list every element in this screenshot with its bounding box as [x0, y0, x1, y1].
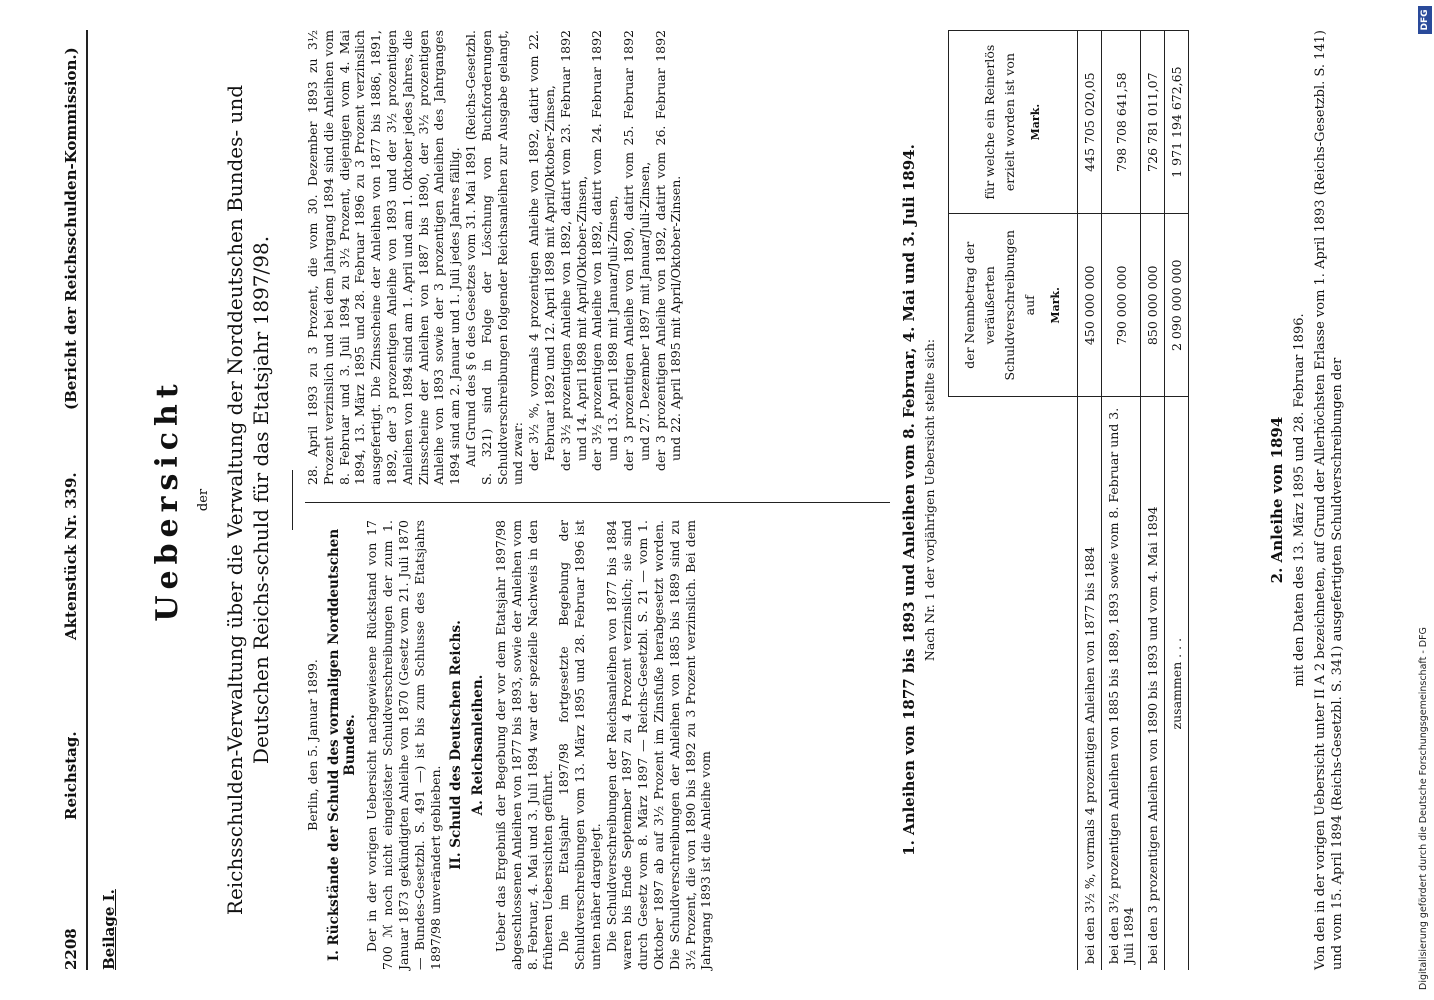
dfg-logo-text: DFG [1420, 9, 1430, 31]
header-nennbetrag-text: der Nennbetrag der veräußerten Schuldverschreibungen auf [962, 230, 1037, 381]
section1-title: 1. Anleihen von 1877 bis 1893 und Anleihen vom 8. Februar, 4. Mai und 3. Juli 1894. [900, 144, 918, 856]
row-nennbetrag: 790 000 000 [1102, 214, 1141, 397]
section2-title: 2. Anleihe von 1894 [1268, 416, 1286, 584]
row-desc: bei den 3 prozentigen Anleihen von 1890 bis 1893 und vom 4. Mai 1894 [1141, 397, 1165, 970]
table-total-row [1165, 31, 1189, 971]
paragraph-begebung: Die im Etatsjahr 1897/98 fortgesetzte Begebung der Schuldverschreibungen vom 13. März 1895 und 28. Februar 1896 ist unten näher dargelegt. [556, 520, 603, 970]
unit-label: Mark. [1049, 287, 1062, 324]
header-nennbetrag [949, 214, 1078, 397]
paragraph-zinsfuss: Die Schuldverschreibungen der Reichsanleihen von 1877 bis 1884 waren bis Ende September 1897 zu 4 Prozent verzinslich; sie sind durch Gesetz vom 8. März 1897 — Reichs-Gesetzbl. S. 21 — vom 1. Oktober 1897 ab auf 3½ Prozent im Zinsfuße herabgesetzt worden. Die Schuldverschreibungen der Anleihen von 1885 bis 1889 sind zu 3½ Prozent, die von 1890 bis 1892 zu 3 Prozent verzinslich. Bei dem Jahrgang 1893 ist die Anleihe vom [603, 520, 714, 970]
row-nennbetrag: 850 000 000 [1141, 214, 1165, 397]
title-der: der [196, 488, 211, 512]
section2-subtitle: mit den Daten des 13. März 1895 und 28. Februar 1896. [1292, 313, 1307, 687]
header-rule [86, 30, 88, 970]
section2-text: Von den in der vorigen Uebersicht unter II A 2 bezeichneten, auf Grund der Allerhöchsten Erlasse vom 1. April 1893 (Reichs-Gesetzbl. S. 141) und vom 15. April 1894 (Reichs-Gesetzbl. S. 341) ausgefertigten Schuldverschreibungen der [1313, 30, 1345, 970]
paragraph-ergebnis: Ueber das Ergebniß der Begebung der vor dem Etatsjahr 1897/98 abgeschlossenen Anleihen von 1877 bis 1893, sowie der Anleihen vom 8. Februar, 4. Mai und 3. Juli 1894 war der spezielle Nachweis in den früheren Uebersichten geführt. [492, 520, 556, 970]
page-subtitle: Reichsschulden-Verwaltung über die Verwaltung der Norddeutschen Bundes- und Deutschen Reichs-schuld für das Etatsjahr 1897/98. [223, 84, 273, 916]
paragraph-zinsen: 28. April 1893 zu 3 Prozent, die vom 30. Dezember 1893 zu 3½ Prozent verzinslich und bei dem Jahrgang 1894 sind die Anleihen vom 8. Februar und 3. Juli 1894 zu 3½ Prozent, diejenigen vom 4. Mai 1894, 13. März 1895 und 28. Februar 1896 zu 3 Prozent verzinslich ausgefertigt. Die Zinsscheine der Anleihen von 1877 bis 1886, 1891, 1892, der 3 prozentigen Anleihe von 1893 und der 3½ prozentigen Anleihen von 1894 sind am 1. April und am 1. Oktober jedes Jahres, die Zinsscheine der Anleihen von 1887 bis 1890, der 3½ prozentigen Anleihe von 1893 sowie der 3 prozentigen Anleihen des Jahrganges 1894 sind am 2. Januar und 1. Juli jedes Jahres fällig. [305, 30, 463, 485]
beilage-label: Beilage I. [100, 889, 118, 970]
list-item: der 3½ prozentigen Anleihe von 1892, datirt vom 24. Februar 1892 und 13. April 1898 mit Januar/Juli-Zinsen, [589, 30, 621, 471]
total-label: zusammen . . . [1165, 397, 1189, 970]
paragraph-rueckstaende: Der in der vorigen Uebersicht nachgewiesene Rückstand von 17 700 ℳ noch nicht eingelöster Schuldverschreibungen der zum 1. Januar 1873 gekündigten Anleihe von 1870 (Gesetz vom 21. Juli 1870 — Bundes-Gesetzbl. S. 491 —) ist bis zum Schlusse des Etatsjahrs 1897/98 unverändert geblieben. [364, 520, 443, 970]
page-number: 2208 [62, 928, 80, 970]
row-desc: bei den 3½ prozentigen Anleihen von 1885 bis 1889, 1893 sowie vom 8. Februar und 3. Juli 1894 [1102, 397, 1141, 970]
header-left: Reichstag. [62, 731, 80, 820]
row-reinerloes: 726 781 011,07 [1141, 31, 1165, 214]
table-row [1102, 31, 1141, 971]
list-item: der 3½ %, vormals 4 prozentigen Anleihe von 1892, datirt vom 22. Februar 1892 und 12. April 1898 mit April/Oktober-Zinsen, [526, 30, 557, 471]
column-rule [305, 502, 890, 503]
header-right: (Bericht der Reichsschulden-Kommission.) [62, 47, 80, 410]
left-column [305, 520, 714, 970]
heading-schuld-reich: II. Schuld des Deutschen Reichs. [448, 620, 465, 870]
digitization-note [1418, 10, 1432, 990]
anleihen-table [948, 30, 1189, 970]
page-title: Uebersicht [150, 378, 185, 622]
header-empty-cell [949, 397, 1078, 970]
row-reinerloes: 798 708 641,58 [1102, 31, 1141, 214]
unit-label: Mark. [1029, 103, 1042, 141]
header-reinerloes-text: für welche ein Reinerlös erzielt worden ist von [982, 44, 1017, 200]
list-item: der 3½ prozentigen Anleihe von 1892, datirt vom 23. Februar 1892 und 14. April 1898 mit April/Oktober-Zinsen, [557, 30, 589, 471]
list-item: der 3 prozentigen Anleihe von 1892, datirt vom 26. Februar 1892 und 22. April 1895 mit April/Oktober-Zinsen. [652, 30, 684, 471]
date-line: Berlin, den 5. Januar 1899. [305, 659, 320, 831]
heading-reichsanleihen: A. Reichsanleihen. [470, 674, 487, 816]
row-nennbetrag: 450 000 000 [1078, 214, 1102, 397]
list-item: der 3 prozentigen Anleihe von 1890, datirt vom 25. Februar 1892 und 27. Dezember 1897 mit Januar/Juli-Zinsen, [620, 30, 652, 471]
table-header-row [949, 31, 1078, 971]
table-row [1141, 31, 1165, 971]
header-center: Aktenstück Nr. 339. [62, 472, 80, 640]
right-column [305, 30, 684, 485]
paragraph-gesetz: Auf Grund des § 6 des Gesetzes vom 31. Mai 1891 (Reichs-Gesetzbl. S. 321) sind in Folge der Löschung von Buchforderungen Schuldverschreibungen folgender Reichsanleihen zur Ausgabe gelangt, und zwar: [462, 30, 526, 485]
heading-rueckstaende: I. Rückstände der Schuld des vormaligen Norddeutschen Bundes. [325, 528, 358, 962]
title-rule [292, 470, 293, 530]
section1-intro: Nach Nr. 1 der vorjährigen Uebersicht stellte sich: [922, 338, 937, 662]
table-row [1078, 31, 1102, 971]
total-reinerloes: 1 971 194 672,65 [1165, 31, 1189, 214]
header-reinerloes [949, 31, 1078, 214]
digitization-text: Digitalisierung gefördert durch die Deutsche Forschungsgemeinschaft - DFG [1418, 627, 1429, 990]
row-reinerloes: 445 705 020,05 [1078, 31, 1102, 214]
row-desc: bei den 3½ %, vormals 4 prozentigen Anleihen von 1877 bis 1884 [1078, 397, 1102, 970]
total-nennbetrag: 2 090 000 000 [1165, 214, 1189, 397]
